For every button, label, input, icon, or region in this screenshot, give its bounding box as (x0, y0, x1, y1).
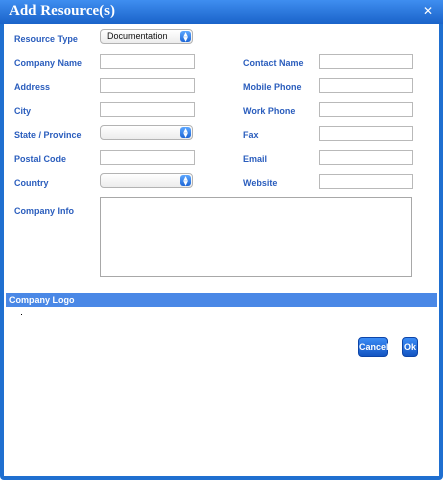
work-phone-label: Work Phone (243, 106, 296, 116)
postal-code-label: Postal Code (14, 154, 67, 164)
company-logo-section-header: Company Logo (6, 293, 437, 307)
fax-input[interactable] (319, 126, 413, 141)
email-input[interactable] (319, 150, 413, 165)
company-logo-placeholder[interactable] (21, 314, 22, 315)
ok-button[interactable]: Ok (402, 337, 418, 357)
company-info-textarea[interactable] (100, 197, 412, 277)
company-name-label: Company Name (14, 58, 83, 68)
website-label: Website (243, 178, 278, 188)
resource-type-value: Documentation (107, 31, 168, 41)
country-label: Country (14, 178, 49, 188)
mobile-phone-label: Mobile Phone (243, 82, 302, 92)
country-select[interactable] (100, 173, 193, 188)
dialog-body (4, 24, 439, 476)
resource-type-label: Resource Type (14, 34, 78, 44)
updown-arrows-icon: ▲ ▼ (180, 127, 191, 138)
state-province-label: State / Province (14, 130, 82, 140)
dialog-title: Add Resource(s) (9, 3, 115, 19)
address-label: Address (14, 82, 51, 92)
cancel-button[interactable]: Cancel (358, 337, 388, 357)
title-bar[interactable] (0, 0, 443, 24)
fax-label: Fax (243, 130, 259, 140)
city-label: City (14, 106, 32, 116)
city-input[interactable] (100, 102, 195, 117)
website-input[interactable] (319, 174, 413, 189)
address-input[interactable] (100, 78, 195, 93)
company-info-label: Company Info (14, 206, 74, 216)
contact-name-input[interactable] (319, 54, 413, 69)
resource-type-select[interactable] (100, 29, 193, 44)
postal-code-input[interactable] (100, 150, 195, 165)
mobile-phone-input[interactable] (319, 78, 413, 93)
state-province-select[interactable] (100, 125, 193, 140)
updown-arrows-icon: ▲ ▼ (180, 175, 191, 186)
close-icon[interactable]: ✕ (422, 4, 434, 18)
updown-arrows-icon: ▲ ▼ (180, 31, 191, 42)
email-label: Email (243, 154, 268, 164)
company-name-input[interactable] (100, 54, 195, 69)
work-phone-input[interactable] (319, 102, 413, 117)
contact-name-label: Contact Name (243, 58, 304, 68)
